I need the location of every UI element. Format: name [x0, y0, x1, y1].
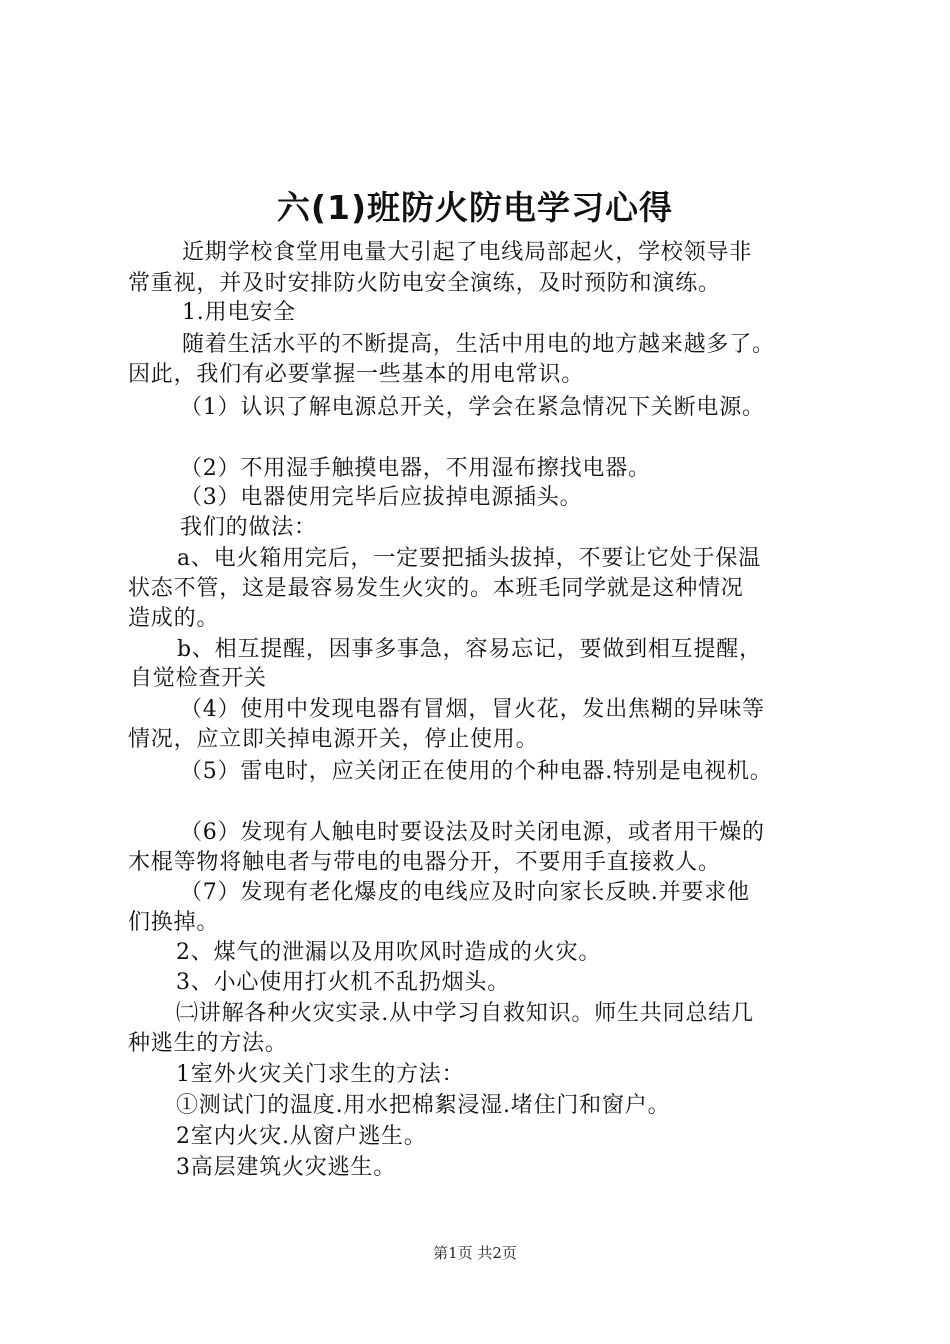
paragraph-line: 2室内火灾.从窗户逃生。 — [176, 1124, 427, 1149]
paragraph-line: （1）认识了解电源总开关，学会在紧急情况下关断电源。 — [180, 395, 765, 420]
paragraph-line: a、电火箱用完后，一定要把插头拔掉，不要让它处于保温 — [177, 546, 761, 571]
paragraph-line: 3、小心使用打火机不乱扔烟头。 — [176, 970, 510, 995]
paragraph-line: 随着生活水平的不断提高，生活中用电的地方越来越多了。 — [182, 332, 775, 357]
paragraph-line: 1室外火灾关门求生的方法： — [176, 1062, 465, 1087]
paragraph-line: （6）发现有人触电时要设法及时关闭电源，或者用干燥的 — [180, 820, 765, 845]
paragraph-line: 状态不管，这是最容易发生火灾的。本班毛同学就是这种情况 — [128, 576, 744, 601]
paragraph-line: 因此，我们有必要掌握一些基本的用电常识。 — [128, 362, 585, 387]
paragraph-line: （4）使用中发现电器有冒烟，冒火花，发出焦糊的异味等 — [180, 697, 765, 722]
document-title: 六(1)班防火防电学习心得 — [276, 188, 674, 227]
paragraph-line: b、相互提醒，因事多事急，容易忘记，要做到相互提醒， — [177, 637, 762, 662]
paragraph-line: 近期学校食堂用电量大引起了电线局部起火，学校领导非 — [182, 240, 753, 265]
paragraph-line: 3高层建筑火灾逃生。 — [176, 1155, 396, 1180]
paragraph-line: （7）发现有老化爆皮的电线应及时向家长反映.并要求他 — [180, 880, 750, 905]
paragraph-line: （5）雷电时，应关闭正在使用的个种电器.特别是电视机。 — [180, 759, 773, 784]
paragraph-line: 自觉检查开关 — [130, 666, 267, 691]
paragraph-line: （2）不用湿手触摸电器，不用湿布擦找电器。 — [180, 456, 651, 481]
page-number-footer: 第1页 共2页 — [433, 1244, 517, 1262]
paragraph-line: 常重视，并及时安排防火防电安全演练，及时预防和演练。 — [128, 271, 721, 296]
paragraph-line: ㈡讲解各种火灾实录.从中学习自救知识。师生共同总结几 — [176, 1001, 754, 1026]
paragraph-line: （3）电器使用完毕后应拔掉电源插头。 — [180, 485, 583, 510]
paragraph-line: 木棍等物将触电者与带电的电器分开，不要用手直接救人。 — [128, 850, 721, 875]
paragraph-line: 造成的。 — [128, 606, 220, 631]
paragraph-line: 我们的做法： — [180, 515, 317, 540]
paragraph-line: 2、煤气的泄漏以及用吹风时造成的火灾。 — [176, 940, 602, 965]
section-heading: 1.用电安全 — [182, 300, 296, 325]
paragraph-line: 种逃生的方法。 — [128, 1031, 288, 1056]
paragraph-line: ①测试门的温度.用水把棉絮浸湿.堵住门和窗户。 — [176, 1093, 671, 1118]
paragraph-line: 们换掉。 — [128, 910, 220, 935]
paragraph-line: 情况，应立即关掉电源开关，停止使用。 — [128, 727, 539, 752]
